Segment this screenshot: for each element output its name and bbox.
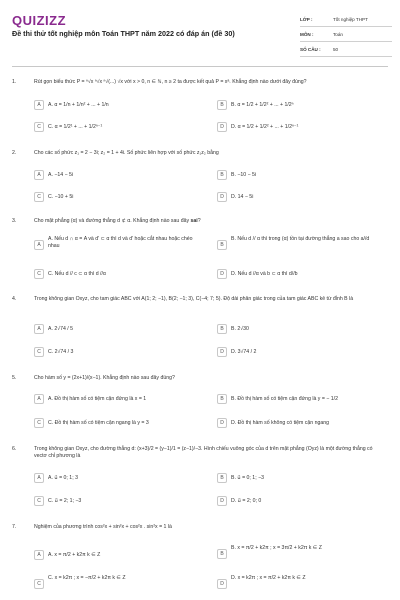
option-text: A. u⃗ = 0; 1; 3 — [48, 474, 78, 481]
meta-key: SỐ CÂU : — [300, 46, 321, 52]
option-d[interactable] — [217, 417, 329, 429]
option-text: B. Nếu d // α thì trong (α) tồn tại đường thẳng a sao cho a//d — [231, 236, 370, 242]
option-letter-box: D — [217, 122, 227, 132]
meta-row-subject — [300, 27, 392, 42]
question-number: 2. — [12, 150, 17, 156]
question-number: 6. — [12, 446, 17, 452]
option-d[interactable] — [217, 346, 256, 358]
option-letter-box: A — [34, 170, 44, 180]
quizizz-logo — [12, 10, 68, 28]
option-letter-box: B — [217, 473, 227, 483]
option-a[interactable] — [34, 393, 146, 405]
option-text: D. 14 − 5i — [231, 193, 254, 200]
option-text: B. u⃗ = 0; 1; −3 — [231, 474, 264, 481]
option-text: B. −10 − 5i — [231, 171, 257, 178]
meta-value: Tốt nghiệp THPT — [333, 16, 368, 22]
option-c[interactable] — [34, 121, 102, 133]
option-text: A. x = π/2 + k2π k ∈ Z — [48, 551, 101, 558]
option-a[interactable] — [34, 236, 204, 256]
option-d[interactable] — [217, 575, 387, 595]
meta-row-class — [300, 12, 392, 27]
option-letter-box: C — [34, 579, 44, 589]
option-d[interactable] — [217, 121, 298, 133]
option-b[interactable] — [217, 323, 249, 335]
option-letter-box: B — [217, 324, 227, 334]
option-c[interactable] — [34, 346, 73, 358]
page-header — [0, 0, 400, 70]
meta-table — [300, 12, 392, 57]
question-text: Rút gọn biểu thức P = ⁿ√x ⁿ√x ⁿ√(...) √x với x > 0, n ∈ ℕ, n ≥ 2 ta được kết quả P = xᵃ. Khẳng định nào dưới đây đúng? — [34, 79, 307, 85]
option-text: C. x = k2π ; x = −π/2 + k2π k ∈ Z — [48, 575, 126, 581]
option-text: C. −10 + 5i — [48, 193, 74, 200]
question-number: 5. — [12, 375, 17, 381]
option-letter-box: A — [34, 473, 44, 483]
option-d[interactable] — [217, 191, 253, 203]
option-a[interactable] — [34, 99, 109, 111]
question-text: Trong không gian Oxyz, cho đường thẳng d: (x+3)/2 = (y−1)/1 = (z−1)/−3. Hình chiếu vuông góc của d trên mặt phẳng (Oyz) là một đường thẳng có vectơ chỉ phương là — [34, 446, 373, 459]
option-text: C. u⃗ = 2; 1; −3 — [48, 497, 82, 504]
option-letter-box: D — [217, 496, 227, 506]
option-letter-box: A — [34, 394, 44, 404]
option-a[interactable] — [34, 169, 73, 181]
option-text: B. Đồ thị hàm số có tiệm cận đứng là y = − 1/2 — [231, 395, 338, 402]
option-text: D. x = k2π ; x = π/2 + k2π k ∈ Z — [231, 575, 306, 581]
option-letter-box: B — [217, 170, 227, 180]
option-c[interactable] — [34, 495, 81, 507]
option-text: A. Đồ thị hàm số có tiệm cận đứng là x = 1 — [48, 395, 147, 402]
option-text: A. Nếu d ∩ α = A và d' ⊂ α thì d và d' hoặc cắt nhau hoặc chéo nhau — [48, 236, 193, 249]
option-letter-box: D — [217, 579, 227, 589]
option-text: C. α = 1/2¹ + ... + 1/2ⁿ⁻¹ — [48, 123, 103, 130]
option-a[interactable] — [34, 549, 100, 561]
option-b[interactable] — [217, 99, 294, 111]
document-title: Đề thi thử tốt nghiệp môn Toán THPT năm 2022 có đáp án (đề 30) — [12, 29, 235, 38]
option-text: C. 2√74 / 3 — [48, 348, 74, 355]
option-text: A. α = 1/n + 1/n² + ... + 1/n — [48, 101, 109, 108]
option-letter-box: D — [217, 418, 227, 428]
meta-value: 50 — [333, 46, 339, 52]
option-c[interactable] — [34, 575, 204, 595]
option-a[interactable] — [34, 472, 78, 484]
option-text: C. Đồ thị hàm số có tiệm cận ngang là y = 3 — [48, 419, 149, 426]
option-text: B. x = π/2 + k2π ; x = 3π/2 + k2π k ∈ Z — [231, 545, 322, 551]
option-text: D. Nếu d //α và b ⊂ α thì d//b — [231, 270, 298, 277]
option-letter-box: A — [34, 100, 44, 110]
question-text: Cho các số phức z₁ = 2 − 3i; z₂ = 1 + 4i. Số phức liên hợp với số phức z₁z₂ bằng — [34, 150, 219, 156]
option-text: D. α = 1/2 + 1/2² + ... + 1/2ⁿ⁻¹ — [231, 123, 299, 130]
option-text: D. u⃗ = 2; 0; 0 — [231, 497, 262, 504]
option-c[interactable] — [34, 191, 73, 203]
question-text-end: ? — [197, 218, 201, 224]
question-text: Trong không gian Oxyz, cho tam giác ABC với A(1; 2; −1), B(2; −1; 3), C(−4; 7; 5). Độ dài phân giác trong của tam giác ABC kẻ từ đỉnh B là — [34, 296, 354, 302]
question-text-bold: sai — [190, 218, 198, 224]
question-text — [34, 218, 384, 225]
question-number: 7. — [12, 524, 17, 530]
option-d[interactable] — [217, 268, 298, 280]
option-c[interactable] — [34, 268, 106, 280]
option-letter-box: B — [217, 240, 227, 250]
option-letter-box: B — [217, 549, 227, 559]
option-text: C. Nếu d // c ⊂ α thì d //α — [48, 270, 106, 277]
option-b[interactable] — [217, 236, 387, 256]
header-divider — [12, 66, 388, 67]
option-letter-box: A — [34, 240, 44, 250]
option-letter-box: C — [34, 418, 44, 428]
meta-key: LỚP : — [300, 16, 313, 22]
meta-row-count — [300, 42, 392, 57]
option-letter-box: D — [217, 269, 227, 279]
option-text: B. 2√30 — [231, 325, 249, 332]
question-number: 1. — [12, 79, 17, 85]
option-b[interactable] — [217, 472, 264, 484]
option-letter-box: A — [34, 324, 44, 334]
logo-text: QUIZIZZ — [12, 13, 67, 28]
option-letter-box: C — [34, 192, 44, 202]
option-text: B. α = 1/2 + 1/2² + ... + 1/2ⁿ — [231, 101, 294, 108]
meta-key: MÔN : — [300, 31, 314, 37]
option-letter-box: B — [217, 394, 227, 404]
question-text: Cho hàm số y = (2x+1)/(x−1). Khẳng định nào sau đây đúng? — [34, 375, 175, 381]
option-b[interactable] — [217, 393, 338, 405]
option-letter-box: C — [34, 496, 44, 506]
question-text-main: Cho mặt phẳng (α) và đường thẳng d ⊄ α. Khẳng định nào sau đây — [34, 218, 190, 224]
option-a[interactable] — [34, 323, 73, 335]
option-d[interactable] — [217, 495, 261, 507]
option-text: D. Đồ thị hàm số không có tiệm cận ngang — [231, 419, 330, 426]
question-number: 3. — [12, 218, 17, 224]
meta-value: Toán — [333, 31, 343, 37]
option-letter-box: A — [34, 550, 44, 560]
option-text: A. −14 − 5i — [48, 171, 74, 178]
question-text: Nghiệm của phương trình cos²x + sin²x + cos²x . sin²x = 1 là — [34, 524, 172, 530]
option-letter-box: C — [34, 269, 44, 279]
option-letter-box: B — [217, 100, 227, 110]
question-number: 4. — [12, 296, 17, 302]
option-b[interactable] — [217, 169, 256, 181]
option-letter-box: D — [217, 347, 227, 357]
option-text: A. 2√74 / 5 — [48, 325, 74, 332]
option-c[interactable] — [34, 417, 149, 429]
option-letter-box: D — [217, 192, 227, 202]
option-letter-box: C — [34, 122, 44, 132]
option-letter-box: C — [34, 347, 44, 357]
option-b[interactable] — [217, 545, 387, 565]
option-text: D. 3√74 / 2 — [231, 348, 257, 355]
